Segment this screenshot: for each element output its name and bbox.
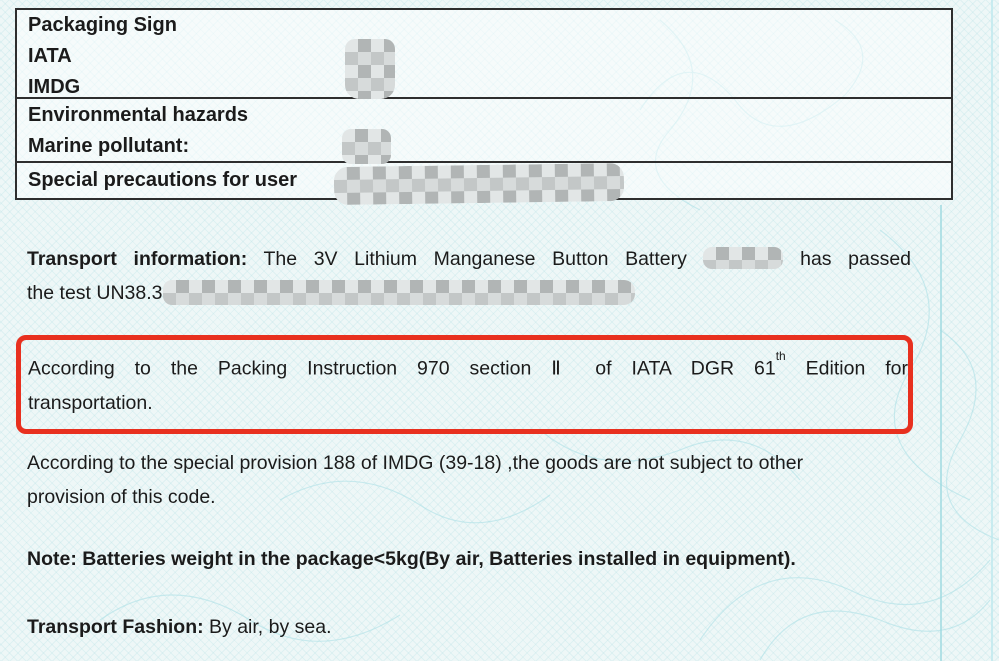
paragraph-text: The 3V Lithium Manganese Button Battery	[263, 248, 687, 270]
table-cell-line: Special precautions for user	[28, 169, 297, 191]
table-cell-line: Packaging Sign	[28, 14, 177, 36]
transport-fashion-line	[27, 610, 927, 644]
transport-fashion-label: Transport Fashion:	[27, 616, 204, 638]
redacted-battery-model	[703, 247, 783, 269]
transport-information-paragraph	[27, 242, 911, 310]
page-edge-line	[991, 0, 993, 661]
redacted-block-special-precautions	[334, 163, 625, 205]
table-cell-line: Marine pollutant:	[28, 135, 190, 157]
table-row-packaging-sign	[17, 10, 951, 99]
paragraph-line	[28, 346, 908, 386]
highlighted-packing-instruction-box	[16, 335, 913, 434]
paragraph-line: According to the special provision 188 of IMDG (39-18) ,the goods are not subject to other	[27, 452, 804, 474]
transport-fashion-value: By air, by sea.	[209, 616, 332, 638]
paragraph-line: transportation.	[28, 391, 153, 414]
edition-superscript: th	[775, 349, 786, 363]
paragraph-text: According to the Packing Instruction 970 section Ⅱ of IATA DGR 61	[28, 357, 776, 380]
page-edge-line	[940, 205, 942, 661]
paragraph-text: the test UN38.3	[27, 282, 163, 304]
paragraph-line	[27, 242, 911, 276]
paragraph-text: Edition for	[805, 357, 908, 380]
battery-weight-note: Note: Batteries weight in the package<5kg(By air, Batteries installed in equipment).	[27, 548, 796, 570]
table-cell-line: IMDG	[28, 76, 81, 98]
table-cell-line: IATA	[28, 45, 72, 67]
imdg-provision-paragraph	[27, 446, 927, 514]
transport-information-label: Transport information:	[27, 248, 248, 270]
redacted-block-marine-pollutant	[342, 129, 391, 164]
paragraph-line: provision of this code.	[27, 486, 216, 508]
redacted-test-report	[163, 280, 635, 305]
paragraph-text: has passed	[800, 248, 912, 270]
table-row-environmental-hazards	[17, 99, 951, 163]
paragraph-line	[27, 276, 911, 310]
table-cell-line: Environmental hazards	[28, 104, 249, 126]
redacted-block-iata-imdg	[345, 39, 395, 99]
